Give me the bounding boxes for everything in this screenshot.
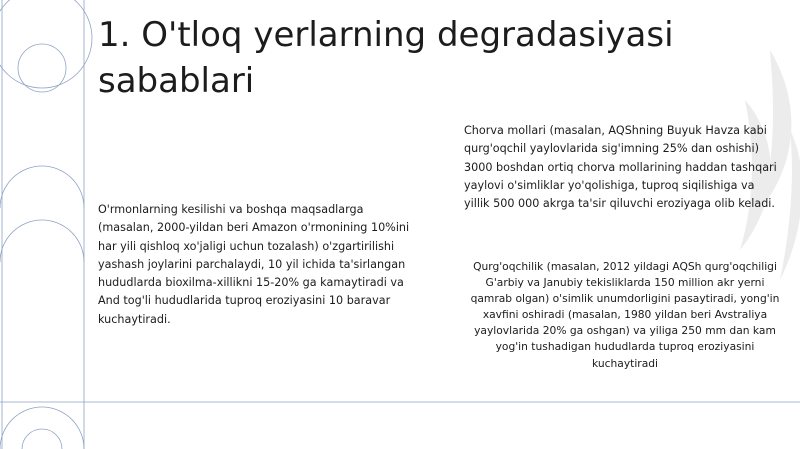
deco-arc-middle-lower [0,220,84,262]
deco-arc-middle [0,166,84,208]
text-block-drought: Qurg'oqchilik (masalan, 2012 yildagi AQSh qurg'oqchiligi G'arbiy va Janubiy tekisliklarda 150 million akr yerni qamrab olgan) o'simlik unumdorligini pasaytiradi, yong'in xavfini oshiradi (masalan, 1980 yildan beri Avstraliya yaylovlarida 20% ga oshgan) va yiliga 250 mm dan kam yog'in tushadigan hududlarda tuproq eroziyasini kuchaytiradi [470,260,780,370]
deco-circle-small-top [18,44,66,92]
text-block-deforestation: O'rmonlarning kesilishi va boshqa maqsadlarga (masalan, 2000-yildan beri Amazon o'rmonining 10%ini har yili qishloq xo'jaligi uchun tozalash) o'zgartirilishi yashash joylarini parchalaydi, 10 yil ichida ta'sirlangan hududlarda bioxilma-xillikni 15-20% ga kamaytiradi va And tog'li hududlarida tuproq eroziyasini 10 baravar kuchaytiradi. [98,203,410,326]
slide-title: 1. O'tloq yerlarning degradasiyasi sabablari [98,15,674,101]
deco-arc-bottom [0,407,84,449]
text-block-livestock: Chorva mollari (masalan, AQShning Buyuk Havza kabi qurg'oqchil yaylovlarida sig'imning 25% dan oshishi) 3000 boshdan ortiq chorva mollarining haddan tashqari yaylovi o'simliklar yo'qolishiga, tuproq siqilishiga va yillik 500 000 akrga ta'sir qiluvchi eroziyaga olib keladi. [464,124,777,211]
deco-arc-bottom-inner [22,429,62,449]
